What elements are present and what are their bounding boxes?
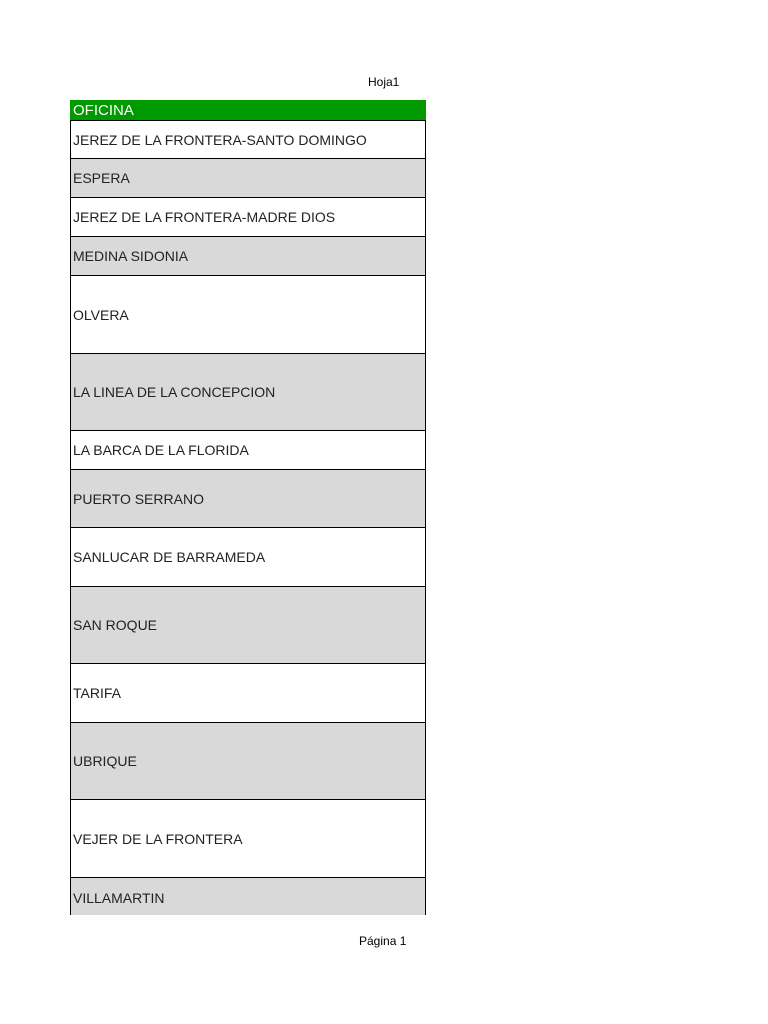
office-name-cell: OLVERA bbox=[73, 306, 129, 323]
table-row bbox=[70, 664, 426, 723]
office-name-cell: SANLUCAR DE BARRAMEDA bbox=[73, 549, 266, 565]
table-row bbox=[70, 878, 426, 915]
office-name-cell: LA LINEA DE LA CONCEPCION bbox=[73, 384, 276, 400]
column-header-oficina: OFICINA bbox=[70, 100, 426, 120]
table-row bbox=[70, 159, 426, 198]
table-row bbox=[70, 120, 426, 159]
table-row bbox=[70, 587, 426, 664]
office-name-cell: TARIFA bbox=[73, 685, 121, 701]
office-name-cell: VILLAMARTIN bbox=[73, 889, 165, 906]
table-row bbox=[70, 354, 426, 431]
office-table bbox=[70, 100, 426, 915]
office-name-cell: VEJER DE LA FRONTERA bbox=[73, 830, 243, 847]
table-row bbox=[70, 470, 426, 528]
table-row bbox=[70, 198, 426, 237]
office-rows bbox=[70, 120, 426, 915]
table-row bbox=[70, 276, 426, 354]
table-row bbox=[70, 237, 426, 276]
office-name-cell: MEDINA SIDONIA bbox=[73, 248, 189, 264]
office-name-cell: JEREZ DE LA FRONTERA-SANTO DOMINGO bbox=[73, 131, 367, 148]
page-number-footer: Página 1 bbox=[359, 934, 407, 948]
office-name-cell: UBRIQUE bbox=[73, 753, 137, 769]
office-name-cell: SAN ROQUE bbox=[73, 617, 158, 633]
office-name-cell: LA BARCA DE LA FLORIDA bbox=[73, 442, 249, 458]
table-row bbox=[70, 800, 426, 878]
office-name-cell: ESPERA bbox=[73, 170, 130, 186]
sheet-name-header: Hoja1 bbox=[368, 75, 400, 89]
table-row bbox=[70, 528, 426, 587]
office-name-cell: PUERTO SERRANO bbox=[73, 490, 204, 507]
table-row bbox=[70, 723, 426, 800]
table-row bbox=[70, 431, 426, 470]
office-name-cell: JEREZ DE LA FRONTERA-MADRE DIOS bbox=[73, 209, 336, 225]
